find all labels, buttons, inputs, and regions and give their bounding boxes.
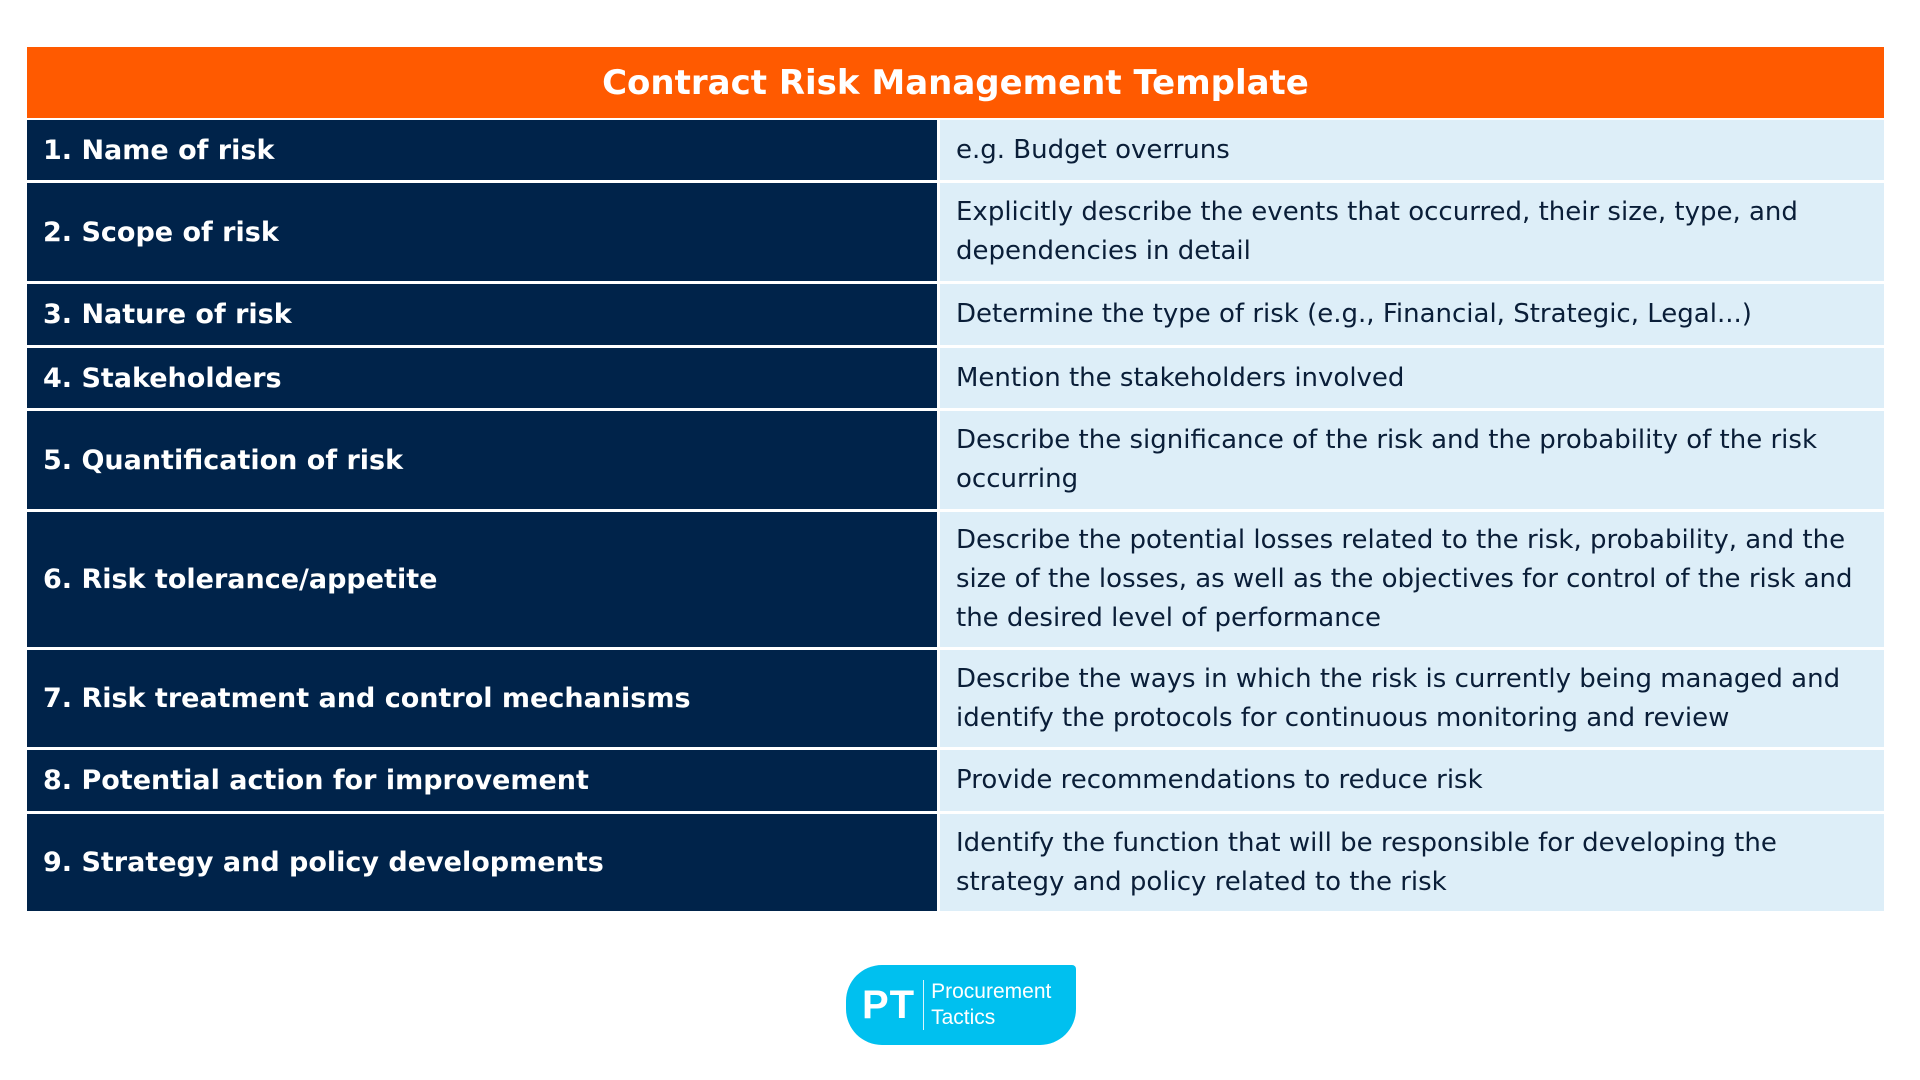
row-description: Describe the potential losses related to the risk, probability, and the size of the losses, as well as the objectives for control of the risk and the desired level of performance xyxy=(940,512,1884,647)
row-description: Identify the function that will be responsible for developing the strategy and policy related to the risk xyxy=(940,814,1884,911)
row-description: Explicitly describe the events that occurred, their size, type, and dependencies in detail xyxy=(940,183,1884,281)
risk-template-table xyxy=(27,47,1884,914)
row-description: Describe the ways in which the risk is currently being managed and identify the protocols for continuous monitoring and review xyxy=(940,650,1884,747)
table-row xyxy=(27,650,1884,747)
table-row xyxy=(27,348,1884,408)
logo-wordmark xyxy=(931,979,1051,1031)
table-row xyxy=(27,814,1884,911)
row-description: Describe the significance of the risk and the probability of the risk occurring xyxy=(940,411,1884,509)
logo-line-1: Procurement xyxy=(931,980,1052,1003)
table-title: Contract Risk Management Template xyxy=(27,47,1884,118)
table-row xyxy=(27,284,1884,345)
procurement-tactics-logo xyxy=(846,965,1076,1045)
logo-line-2: Tactics xyxy=(931,1006,996,1029)
row-description: Provide recommendations to reduce risk xyxy=(940,750,1884,811)
row-label: 7. Risk treatment and control mechanisms xyxy=(27,650,937,747)
table-row xyxy=(27,411,1884,509)
row-description: e.g. Budget overruns xyxy=(940,120,1884,180)
row-label: 4. Stakeholders xyxy=(27,348,937,408)
row-label: 1. Name of risk xyxy=(27,120,937,180)
row-label: 8. Potential action for improvement xyxy=(27,750,937,811)
table-row xyxy=(27,750,1884,811)
table-row xyxy=(27,512,1884,647)
row-label: 6. Risk tolerance/appetite xyxy=(27,512,937,647)
row-label: 5. Quantification of risk xyxy=(27,411,937,509)
row-label: 2. Scope of risk xyxy=(27,183,937,281)
table-row xyxy=(27,120,1884,180)
row-label: 9. Strategy and policy developments xyxy=(27,814,937,911)
row-description: Determine the type of risk (e.g., Financial, Strategic, Legal...) xyxy=(940,284,1884,345)
row-label: 3. Nature of risk xyxy=(27,284,937,345)
logo-initials: PT xyxy=(862,982,916,1027)
logo-divider xyxy=(923,980,924,1030)
row-description: Mention the stakeholders involved xyxy=(940,348,1884,408)
table-row xyxy=(27,183,1884,281)
